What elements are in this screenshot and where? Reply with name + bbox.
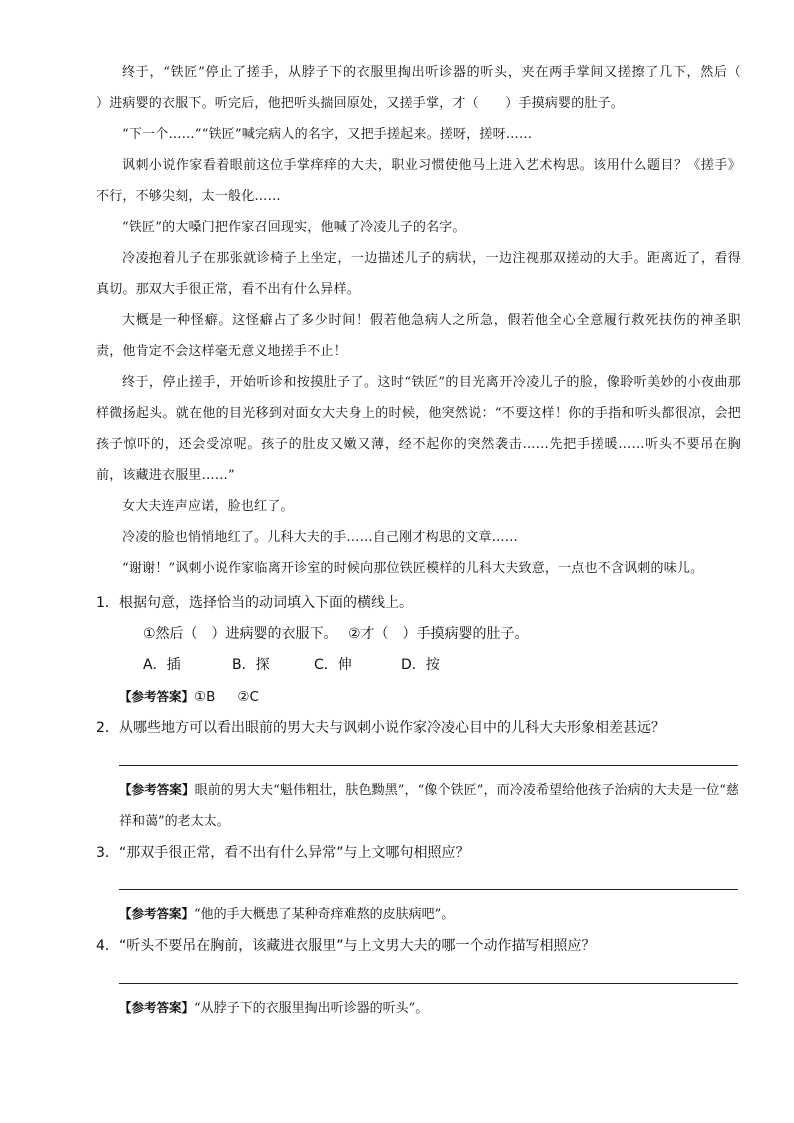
question-4 [96, 931, 596, 961]
passage-paragraph-9: 冷凌的脸也悄悄地红了。儿科大夫的手……自己刚才构思的文章…… [122, 530, 519, 545]
answer-label: 【参考答案】 [119, 1000, 195, 1015]
answer-line-2 [119, 765, 738, 766]
question-2 [96, 713, 665, 743]
question-3 [96, 838, 470, 868]
answer-label: 【参考答案】 [119, 689, 195, 704]
question-1-number: 1． [96, 595, 119, 611]
answer-label: 【参考答案】 [119, 906, 195, 921]
answer-line-4 [119, 983, 738, 984]
passage-paragraph-3: 讽刺小说作家看着眼前这位手掌痒痒的大夫，职业习惯使他马上进入艺术构思。该用什么题目？《搓手》不行，不够尖刻，太一般化…… [96, 158, 741, 204]
question-1 [96, 588, 413, 618]
passage-paragraph-8: 女大夫连声应诺，脸也红了。 [122, 499, 294, 514]
question-1-blank-1: ①然后（ ）进病婴的衣服下。 [143, 626, 338, 642]
question-2-text: 从哪些地方可以看出眼前的男大夫与讽刺小说作家冷凌心目中的儿科大夫形象相差甚远？ [119, 720, 665, 736]
question-1-option-a: A．插 [143, 657, 181, 673]
answer-line-3 [119, 889, 738, 890]
question-1-blank-2: ②才（ ）手摸病婴的肚子。 [348, 626, 529, 642]
answer-label: 【参考答案】 [119, 782, 195, 797]
passage-paragraph-2: “下一个……”“铁匠”喊完病人的名字，又把手搓起来。搓呀，搓呀…… [122, 127, 533, 142]
passage-paragraph-6: 大概是一种怪癖。这怪癖占了多少时间！假若他急病人之所急，假若他全心全意履行救死扶伤的神圣职责，他肯定不会这样毫无意义地搓手不止！ [96, 313, 741, 359]
question-1-answer [119, 681, 739, 713]
question-4-answer-text: “从脖子下的衣服里掏出听诊器的听头”。 [194, 1001, 429, 1016]
question-1-answer-a: ①B [194, 689, 216, 705]
question-3-number: 3． [96, 845, 119, 861]
question-1-text: 根据句意，选择恰当的动词填入下面的横线上。 [119, 595, 413, 611]
passage-paragraph-4: “铁匠”的大嗓门把作家召回现实，他喊了冷凌儿子的名字。 [122, 220, 466, 235]
question-2-answer [119, 774, 739, 837]
question-1-option-b: B．探 [232, 657, 270, 673]
question-1-option-c: C．伸 [314, 657, 352, 673]
passage-paragraph-10: “谢谢！”讽刺小说作家临离开诊室的时候向那位铁匠模样的儿科大夫致意，一点也不含讽刺的味儿。 [122, 561, 704, 576]
question-3-text: “那双手很正常，看不出有什么异常”与上文哪句相照应？ [119, 845, 470, 861]
question-4-text: “听头不要吊在胸前，该藏进衣服里”与上文男大夫的哪一个动作描写相照应？ [119, 938, 596, 954]
question-4-answer [119, 992, 739, 1024]
question-2-answer-text: 眼前的男大夫“魁伟粗壮，肤色黝黑”，“像个铁匠”，而冷凌希望给他孩子治病的大夫是一位“慈祥和蔼”的老太太。 [119, 783, 739, 829]
passage-paragraph-7: 终于，停止搓手，开始听诊和按摸肚子了。这时“铁匠”的目光离开冷凌儿子的脸，像聆听美妙的小夜曲那样微扬起头。就在他的目光移到对面女大夫身上的时候，他突然说：“不要这样！你的手指和听头都很凉，会把孩子惊吓的，还会受凉呢。孩子的肚皮又嫩又薄，经不起你的突然袭击……先把手搓暖……听头不要吊在胸前，该藏进衣服里……” [96, 375, 741, 483]
question-2-number: 2． [96, 720, 119, 736]
question-4-number: 4． [96, 938, 119, 954]
question-3-answer-text: “他的手大概患了某种奇痒难熬的皮肤病吧”。 [194, 907, 455, 922]
passage-paragraph-5: 冷凌抱着儿子在那张就诊椅子上坐定，一边描述儿子的病状，一边注视那双搓动的大手。距离近了，看得真切。那双大手很正常，看不出有什么异样。 [96, 251, 741, 297]
question-1-answer-b: ②C [237, 689, 259, 705]
question-3-answer [119, 898, 739, 930]
question-1-option-d: D．按 [401, 657, 440, 673]
passage-paragraph-1: 终于，“铁匠”停止了搓手，从脖子下的衣服里掏出听诊器的听头，夹在两手掌间又搓擦了几下，然后（ ）进病婴的衣服下。听完后，他把听头揣回原处，又搓手掌，才（ ）手摸病婴的肚子。 [96, 65, 768, 111]
